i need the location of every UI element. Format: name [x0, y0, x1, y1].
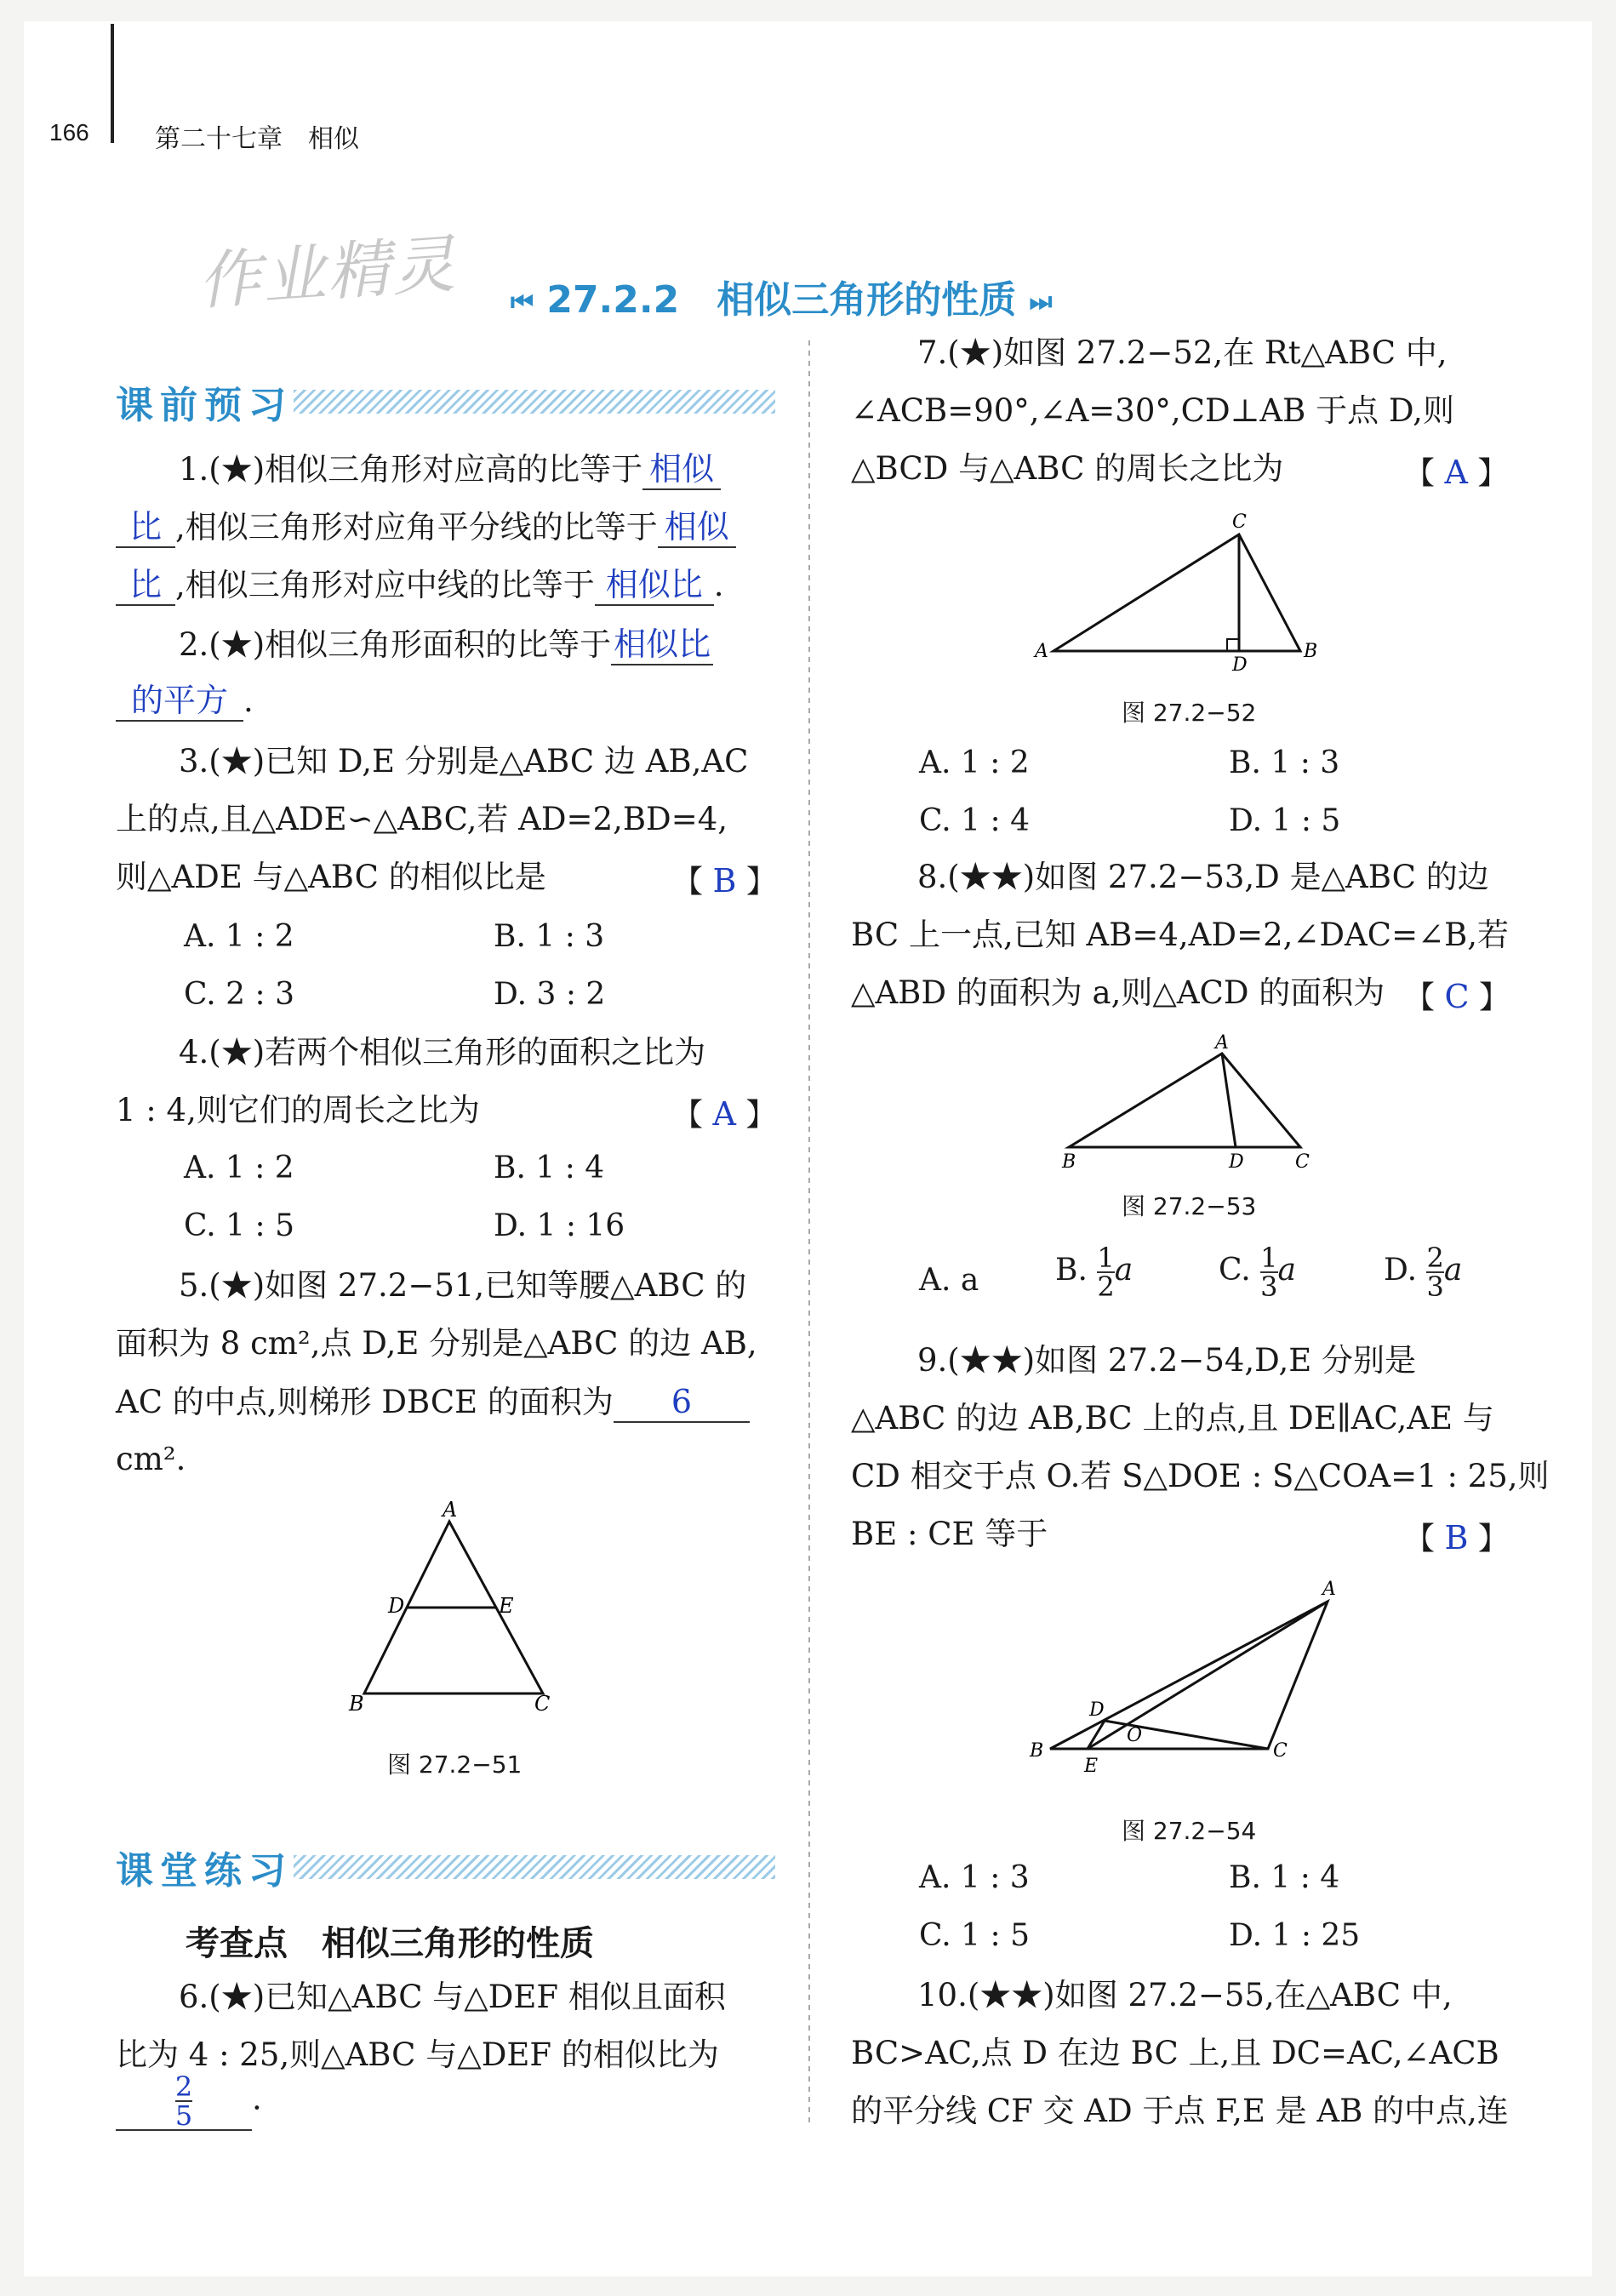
q9-bracket: 【 B 】: [1404, 1519, 1509, 1556]
q1-line1: 1.(★)相似三角形对应高的比等于 相似: [179, 449, 721, 490]
q7-answer: A: [1444, 454, 1468, 491]
q10-line3: 的平分线 CF 交 AD 于点 F,E 是 AB 的中点,连: [851, 2093, 1509, 2129]
fig51-label-d: D: [388, 1594, 405, 1618]
practice-heading: 课堂练习: [116, 1849, 293, 1893]
q7-bracket: 【 A 】: [1404, 454, 1509, 491]
fig54-label-e: E: [1084, 1756, 1099, 1777]
q3-line1: 3.(★)已知 D,E 分别是△ABC 边 AB,AC: [179, 743, 749, 780]
q5-line2: 面积为 8 cm²,点 D,E 分别是△ABC 的边 AB,: [116, 1325, 757, 1362]
chapter-title: 第二十七章 相似: [155, 125, 359, 153]
q6-line2: 比为 4 : 25,则△ABC 与△DEF 的相似比为: [116, 2036, 719, 2073]
q4-option-b: B. 1 : 4: [494, 1151, 605, 1185]
q3-answer: B: [712, 862, 737, 900]
q9-option-d: D. 1 : 25: [1229, 1918, 1361, 1953]
q1-line3: 比 ,相似三角形对应中线的比等于 相似比 .: [116, 565, 724, 606]
watermark: 作业精灵: [195, 227, 460, 319]
q7-option-b: B. 1 : 3: [1229, 745, 1340, 780]
q2-line1: 2.(★)相似三角形面积的比等于相似比: [179, 625, 713, 665]
fig52-label-b: B: [1304, 641, 1318, 662]
q4-line2: 1 : 4,则它们的周长之比为: [116, 1092, 480, 1128]
header-divider: [111, 24, 114, 143]
q9-line2: △ABC 的边 AB,BC 上的点,且 DE∥AC,AE 与: [851, 1400, 1494, 1436]
q3-line2: 上的点,且△ADE∽△ABC,若 AD=2,BD=4,: [116, 801, 728, 837]
q8-bracket: 【 C 】: [1404, 978, 1510, 1015]
q4-bracket: 【 A 】: [672, 1095, 777, 1133]
q1-answer2-cont: 比: [116, 565, 175, 606]
q1-answer1: 相似: [642, 449, 721, 490]
fig54-label-b: B: [1030, 1740, 1044, 1762]
q3-option-a: A. 1 : 2: [184, 919, 294, 954]
section-title-text: 27.2.2 相似三角形的性质: [546, 278, 1017, 322]
q10-line2: BC>AC,点 D 在边 BC 上,且 DC=AC,∠ACB: [851, 2035, 1499, 2071]
q1-line2: 比 ,相似三角形对应角平分线的比等于 相似: [116, 507, 736, 548]
fig51-label-b: B: [349, 1692, 364, 1716]
figure-27-2-53: [1055, 1030, 1328, 1174]
q2-answer2: 的平方: [116, 681, 243, 722]
fig53-label-c: C: [1295, 1151, 1310, 1173]
q4-line1: 4.(★)若两个相似三角形的面积之比为: [179, 1034, 706, 1071]
q7-line2: ∠ACB=90°,∠A=30°,CD⊥AB 于点 D,则: [851, 392, 1454, 429]
q5-line4: cm².: [116, 1441, 186, 1477]
q8-answer: C: [1444, 978, 1470, 1015]
q1-answer1-cont: 比: [116, 507, 175, 548]
q9-answer: B: [1444, 1519, 1469, 1556]
fig54-label-a: A: [1322, 1579, 1336, 1600]
figure-27-2-52: [1030, 511, 1336, 672]
q8-line1: 8.(★★)如图 27.2−53,D 是△ABC 的边: [917, 859, 1489, 895]
forward-icon: ⏭: [1029, 287, 1053, 317]
fig54-label-c: C: [1273, 1740, 1288, 1762]
q2-line2: 的平方 .: [116, 681, 254, 722]
fig53-label-d: D: [1229, 1151, 1244, 1173]
q10-line1: 10.(★★)如图 27.2−55,在△ABC 中,: [917, 1977, 1453, 2013]
fig54-caption: 图 27.2−54: [1122, 1817, 1257, 1845]
q9-line1: 9.(★★)如图 27.2−54,D,E 分别是: [917, 1342, 1417, 1379]
q8-line2: BC 上一点,已知 AB=4,AD=2,∠DAC=∠B,若: [851, 917, 1510, 953]
q5-answer: 6: [614, 1382, 750, 1423]
fig52-caption: 图 27.2−52: [1122, 699, 1257, 727]
section-title: [511, 269, 1053, 323]
fig54-label-o: O: [1127, 1725, 1143, 1746]
q9-option-b: B. 1 : 4: [1229, 1860, 1340, 1895]
fig53-label-a: A: [1215, 1032, 1229, 1054]
q6-line1: 6.(★)已知△ABC 与△DEF 相似且面积: [179, 1979, 726, 2015]
q3-option-c: C. 2 : 3: [184, 977, 294, 1012]
q3-line3: 则△ADE 与△ABC 的相似比是: [116, 859, 546, 895]
fig53-caption: 图 27.2−53: [1122, 1192, 1257, 1220]
fig52-label-c: C: [1232, 511, 1247, 533]
fig51-label-c: C: [534, 1692, 551, 1716]
practice-hatch: [294, 1855, 775, 1879]
q7-line3: △BCD 与△ABC 的周长之比为: [851, 450, 1284, 487]
q8-option-b: B. $\frac{1}{2}$ a: [1055, 1242, 1133, 1303]
rewind-icon: ⏮: [511, 287, 534, 317]
q8-option-a: A. a: [919, 1263, 979, 1298]
fig52-label-a: A: [1035, 641, 1048, 662]
q7-option-d: D. 1 : 5: [1229, 803, 1341, 838]
q3-option-d: D. 3 : 2: [494, 977, 606, 1012]
q7-line1: 7.(★)如图 27.2−52,在 Rt△ABC 中,: [917, 334, 1448, 371]
q9-line4: BE : CE 等于: [851, 1516, 1048, 1552]
fig51-caption: 图 27.2−51: [387, 1751, 522, 1779]
q2-answer1: 相似比: [611, 625, 713, 665]
q8-line3: △ABD 的面积为 a,则△ACD 的面积为: [851, 974, 1385, 1011]
column-divider: [808, 340, 810, 2128]
q5-line3: AC 的中点,则梯形 DBCE 的面积为 6: [116, 1382, 750, 1423]
heading-hatch: [294, 390, 775, 414]
q8-option-c: C. $\frac{1}{3}$ a: [1219, 1242, 1296, 1303]
q7-option-a: A. 1 : 2: [919, 745, 1030, 780]
q1-answer2: 相似: [658, 507, 736, 548]
subsection-title: 考查点 相似三角形的性质: [186, 1924, 594, 1963]
q4-answer: A: [712, 1095, 736, 1133]
q4-option-c: C. 1 : 5: [184, 1208, 294, 1243]
page-number: 166: [49, 119, 89, 146]
q1-answer3: 相似比: [595, 565, 714, 606]
q3-bracket: 【 B 】: [672, 862, 777, 900]
q3-option-b: B. 1 : 3: [494, 919, 605, 954]
q6-line3: $\frac{2}{5}$ .: [116, 2073, 262, 2131]
q8-option-d: D. $\frac{2}{3}$ a: [1384, 1242, 1463, 1303]
q9-line3: CD 相交于点 O.若 S△DOE : S△COA=1 : 25,则: [851, 1458, 1550, 1494]
q7-option-c: C. 1 : 4: [919, 803, 1030, 838]
figure-27-2-54: [1021, 1574, 1345, 1779]
fig53-label-b: B: [1062, 1151, 1076, 1173]
q4-option-a: A. 1 : 2: [184, 1151, 294, 1185]
q6-answer: $\frac{2}{5}$: [174, 2070, 193, 2132]
q9-option-c: C. 1 : 5: [919, 1918, 1030, 1953]
q9-option-a: A. 1 : 3: [919, 1860, 1030, 1895]
fig51-label-e: E: [499, 1594, 514, 1618]
preview-heading: 课前预习: [116, 384, 293, 427]
fig51-label-a: A: [443, 1498, 458, 1522]
q5-line1: 5.(★)如图 27.2−51,已知等腰△ABC 的: [179, 1267, 747, 1304]
fig52-label-d: D: [1232, 654, 1248, 672]
q4-option-d: D. 1 : 16: [494, 1208, 625, 1243]
figure-27-2-51: [340, 1498, 562, 1719]
fig54-label-d: D: [1089, 1699, 1105, 1721]
